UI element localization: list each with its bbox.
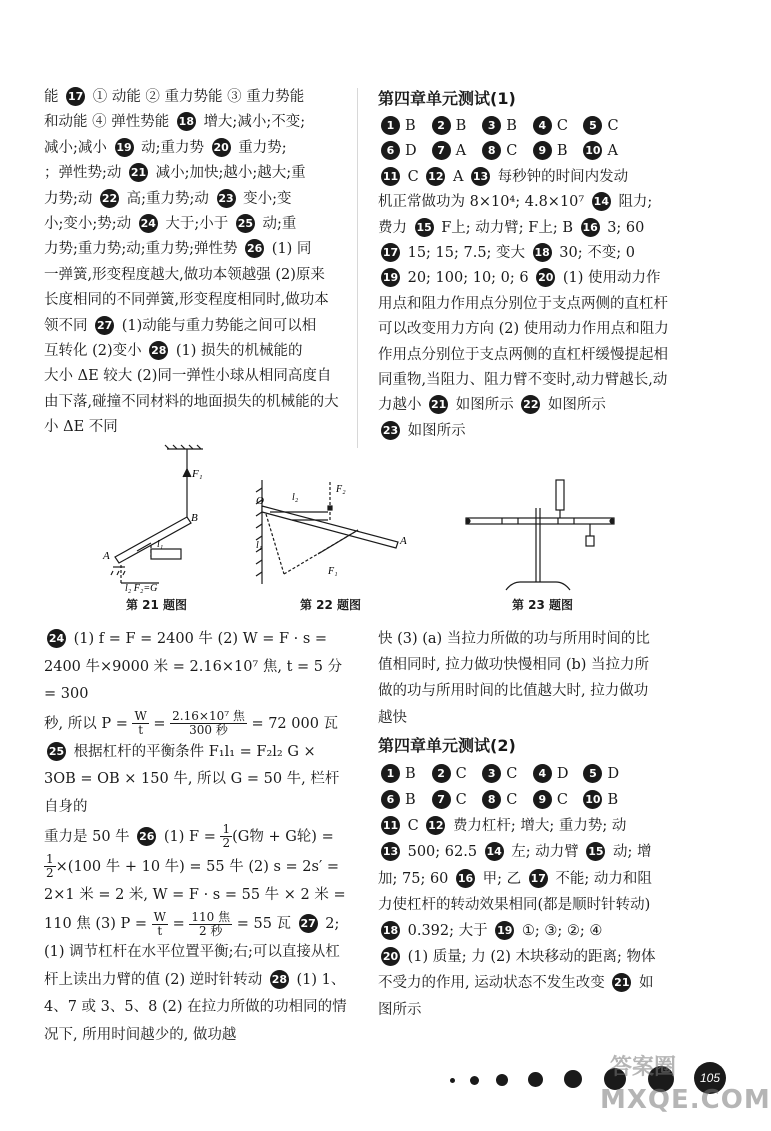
footer-dot: [528, 1072, 543, 1087]
answer-number-badge: 18: [381, 921, 400, 940]
text-line: 力使杠杆的转动效果相同(都是顺时针转动): [378, 896, 651, 913]
text-line: 24 (1) f = F = 2400 牛 (2) W = F · s =: [48, 631, 328, 647]
text-line: 力越小 21 如图所示 22 如图所示: [378, 397, 606, 414]
fraction: $\frac{W}{t}$: [134, 709, 147, 738]
answer-number-badge: 11: [381, 167, 400, 186]
answer-number-badge: 15: [415, 218, 434, 237]
answer-number-badge: 23: [381, 421, 400, 440]
answer-number-badge: 7: [432, 141, 451, 160]
text-line: (1) 调节杠杆在水平位置平衡;右;可以直接从杠: [44, 944, 340, 961]
figure-label: A: [400, 535, 407, 547]
footer-dot: [470, 1076, 479, 1085]
text-line: 17 15; 15; 7.5; 变大 18 30; 不变; 0: [382, 245, 635, 262]
answer-number-badge: 26: [137, 827, 156, 846]
answer-number-badge: 21: [129, 163, 148, 182]
text-line: 秒, 所以 P = $\frac{W}{t}$ = $\frac{\text{2.16×10⁷ 焦}}{\text{300 秒}}$ = 72 000 瓦: [44, 709, 339, 738]
section-heading: 第四章单元测试(2): [378, 735, 516, 755]
answer-number-badge: 20: [536, 268, 555, 287]
answer-number-badge: 27: [299, 914, 318, 933]
answer-number-badge: 6: [381, 790, 400, 809]
left-bottom-column: [44, 626, 349, 1050]
answer-number-badge: 12: [426, 167, 445, 186]
answer-number-badge: 24: [47, 629, 66, 648]
answer-number-badge: 5: [583, 116, 602, 135]
watermark-url: MXQE.COM: [600, 1085, 771, 1115]
text-line: 小;变小;势;动 24 大于;小于 25 动;重: [44, 216, 297, 233]
text-line: 110 焦 (3) P = $\frac{W}{t}$ = $\frac{\text{110 焦}}{\text{2 秒}}$ = 55 瓦 27 2;: [44, 909, 340, 938]
answer-number-badge: 5: [583, 764, 602, 783]
figure-label: l₁: [256, 540, 263, 551]
figure-22-lever-diagram: [248, 470, 418, 588]
text-line: 力势;动 22 高;重力势;动 23 变小;变: [44, 190, 292, 207]
section-heading: 第四章单元测试(1): [378, 89, 516, 108]
answer-number-badge: 14: [592, 192, 611, 211]
text-line: 力势;重力势;动;重力势;弹性势 26 (1) 同: [44, 241, 312, 258]
left-top-column: [44, 85, 344, 441]
figure-label: l₂: [292, 492, 299, 503]
answer-number-badge: 1: [381, 764, 400, 783]
answer-number-badge: 25: [236, 214, 255, 233]
answer-number-badge: 9: [533, 790, 552, 809]
answer-number-badge: 1: [381, 116, 400, 135]
text-line: 25 根据杠杆的平衡条件 F₁l₁ = F₂l₂ G ×: [48, 743, 316, 760]
answer-number-badge: 4: [533, 116, 552, 135]
answer-number-badge: 20: [212, 138, 231, 157]
answer-number-badge: 17: [381, 243, 400, 262]
figure-21-caption: 第 21 题图: [126, 598, 188, 612]
text-line: 2400 牛×9000 米 = 2.16×10⁷ 焦, t = 5 分 = 300: [44, 658, 343, 703]
text-line: 小 ΔE 不同: [44, 419, 118, 436]
answer-number-badge: 19: [381, 268, 400, 287]
answer-number-badge: 25: [47, 742, 66, 761]
column-divider: [357, 88, 358, 448]
text-line: 11 C 12 A 13 每秒钟的时间内发动: [382, 168, 629, 185]
answer-number-badge: 28: [270, 970, 289, 989]
figure-label: l₁: [157, 539, 164, 550]
text-line: 3OB = OB × 150 牛, 所以 G = 50 牛, 栏杆自身的: [44, 771, 340, 815]
text-line: 和动能 ④ 弹性势能 18 增大;减小;不变;: [44, 114, 306, 131]
answer-number-badge: 13: [381, 842, 400, 861]
figure-label: l₂ F₂=G: [125, 583, 158, 594]
answer-number-badge: 8: [482, 141, 501, 160]
answer-number-badge: 26: [245, 239, 264, 258]
text-line: 减小;减小 19 动;重力势 20 重力势;: [44, 139, 287, 156]
answer-number-badge: 18: [177, 112, 196, 131]
answer-number-badge: 7: [432, 790, 451, 809]
text-line: 能 17 ① 动能 ② 重力势能 ③ 重力势能: [44, 89, 305, 105]
figure-label: F₁: [192, 468, 203, 480]
figure-label: A: [103, 550, 110, 562]
footer-dot: [564, 1070, 582, 1088]
figure-21-lever-diagram: [95, 445, 235, 595]
answer-number-badge: 8: [482, 790, 501, 809]
text-line: 13 500; 62.5 14 左; 动力臂 15 动; 增: [382, 844, 652, 861]
fraction: $\frac{1}{2}$: [46, 852, 54, 881]
figure-label: O: [256, 495, 264, 507]
answer-number-badge: 16: [456, 869, 475, 888]
fraction: $\frac{\text{110 焦}}{\text{2 秒}}$: [191, 909, 231, 938]
text-line: 23 如图所示: [382, 422, 466, 439]
answer-number-badge: 10: [583, 790, 602, 809]
mc-answer-row: 1 B 2 C 3 C 4 D 5 D: [378, 761, 708, 787]
answer-number-badge: 28: [149, 341, 168, 360]
text-line: 加; 75; 60 16 甲; 乙 17 不能; 动力和阻: [378, 870, 652, 887]
text-line: 用点和阻力作用点分别位于支点两侧的直杠杆: [378, 295, 668, 312]
figure-22-caption: 第 22 题图: [300, 598, 362, 612]
text-line: 可以改变用力方向 (2) 使用动力作用点和阻力: [378, 321, 669, 338]
answer-number-badge: 9: [533, 141, 552, 160]
mc-answer-row: 6 D 7 A 8 C 9 B 10 A: [378, 139, 708, 164]
text-line: 图所示: [378, 1001, 422, 1018]
text-line: 2×1 米 = 2 米, W = F · s = 55 牛 × 2 米 =: [44, 886, 346, 903]
fraction: $\frac{1}{2}$: [222, 822, 231, 851]
text-line: ；弹性势;动 21 减小;加快;越小;越大;重: [44, 165, 306, 182]
answer-number-badge: 20: [381, 947, 400, 966]
text-line: 况下, 所用时间越少的, 做功越: [44, 1026, 237, 1043]
text-line: 快 (3) (a) 当拉力所做的功与所用时间的比: [378, 631, 650, 647]
answer-number-badge: 11: [381, 816, 400, 835]
answer-number-badge: 16: [581, 218, 600, 237]
text-line: 19 20; 100; 10; 0; 6 20 (1) 使用动力作: [382, 270, 661, 287]
answer-number-badge: 3: [482, 764, 501, 783]
page-number-dot: 105: [694, 1062, 726, 1094]
answer-number-badge: 15: [586, 842, 605, 861]
answer-number-badge: 10: [583, 141, 602, 160]
figure-23-caption: 第 23 题图: [512, 598, 574, 612]
answer-number-badge: 19: [495, 921, 514, 940]
text-line: 长度相同的不同弹簧,形变程度相同时,做功本: [44, 292, 329, 309]
text-line: 11 C 12 费力杠杆; 增大; 重力势; 动: [382, 818, 627, 835]
text-line: 费力 15 F上; 动力臂; F上; B 16 3; 60: [378, 219, 645, 236]
answer-number-badge: 6: [381, 141, 400, 160]
right-top-column: [378, 84, 708, 444]
answer-number-badge: 17: [529, 869, 548, 888]
text-line: 同重物,当阻力、阻力臂不变时,动力臂越长,动: [378, 372, 668, 389]
footer-dot: [450, 1078, 455, 1083]
text-line: 由下落,碰撞不同材料的地面损失的机械能的大: [44, 393, 339, 410]
answer-number-badge: 19: [115, 138, 134, 157]
text-line: 重力是 50 牛 26 (1) F = $\frac{1}{2}$ (G物 + G轮) =: [44, 822, 334, 851]
answer-number-badge: 2: [432, 764, 451, 783]
answer-number-badge: 17: [66, 87, 85, 106]
answer-number-badge: 23: [217, 189, 236, 208]
text-line: 大小 ΔE 较大 (2)同一弹性小球从相同高度自: [44, 368, 332, 385]
answer-number-badge: 22: [100, 189, 119, 208]
text-line: 杆上读出力臂的值 (2) 逆时针转动 28 (1) 1、: [44, 971, 346, 988]
answer-number-badge: 14: [485, 842, 504, 861]
answer-number-badge: 27: [95, 316, 114, 335]
text-line: $\frac{1}{2}$ ×(100 牛 + 10 牛) = 55 牛 (2) s = 2s′ =: [46, 852, 340, 881]
figure-label: F₁: [328, 566, 338, 577]
answer-number-badge: 22: [521, 395, 540, 414]
answer-number-badge: 21: [429, 395, 448, 414]
text-line: 领不同 27 (1)动能与重力势能之间可以相: [44, 317, 317, 334]
mc-answer-row: 6 B 7 C 8 C 9 C 10 B: [378, 787, 708, 813]
text-line: 越快: [378, 709, 407, 726]
right-bottom-column: [378, 626, 708, 1023]
answer-number-badge: 18: [533, 243, 552, 262]
text-line: 值相同时, 拉力做功快慢相同 (b) 当拉力所: [378, 657, 650, 674]
answer-number-badge: 24: [139, 214, 158, 233]
fraction: $\frac{W}{t}$: [153, 909, 167, 938]
answer-number-badge: 4: [533, 764, 552, 783]
mc-answer-row: 1 B 2 B 3 B 4 C 5 C: [378, 114, 708, 139]
text-line: 互转化 (2)变小 28 (1) 损失的机械能的: [44, 343, 303, 360]
figure-23-lever-balance-diagram: [460, 478, 620, 590]
footer-dot: [496, 1074, 508, 1086]
text-line: 18 0.392; 大于 19 ①; ③; ②; ④: [382, 923, 603, 940]
text-line: 不受力的作用, 运动状态不发生改变 21 如: [378, 975, 654, 992]
figure-label: F₂: [336, 484, 346, 495]
text-line: 一弹簧,形变程度越大,做功本领越强 (2)原来: [44, 266, 325, 283]
text-line: 4、7 或 3、5、8 (2) 在拉力所做的功相同的情: [44, 999, 347, 1016]
answer-number-badge: 13: [471, 167, 490, 186]
text-line: 机正常做功为 8×10⁴; 4.8×10⁷ 14 阻力;: [378, 194, 653, 211]
fraction: $\frac{\text{2.16×10⁷ 焦}}{\text{300 秒}}$: [172, 709, 245, 738]
text-line: 作用点分别位于支点两侧的直杠杆缓慢提起相: [378, 346, 668, 363]
answer-number-badge: 3: [482, 116, 501, 135]
answer-number-badge: 2: [432, 116, 451, 135]
text-line: 做的功与所用时间的比值越大时, 拉力做功: [378, 683, 649, 700]
text-line: 20 (1) 质量; 力 (2) 木块移动的距离; 物体: [382, 949, 656, 966]
answer-number-badge: 12: [426, 816, 445, 835]
answer-number-badge: 21: [612, 973, 631, 992]
figure-label: B: [191, 512, 198, 524]
watermark-logo: 答案圈: [610, 1055, 677, 1080]
